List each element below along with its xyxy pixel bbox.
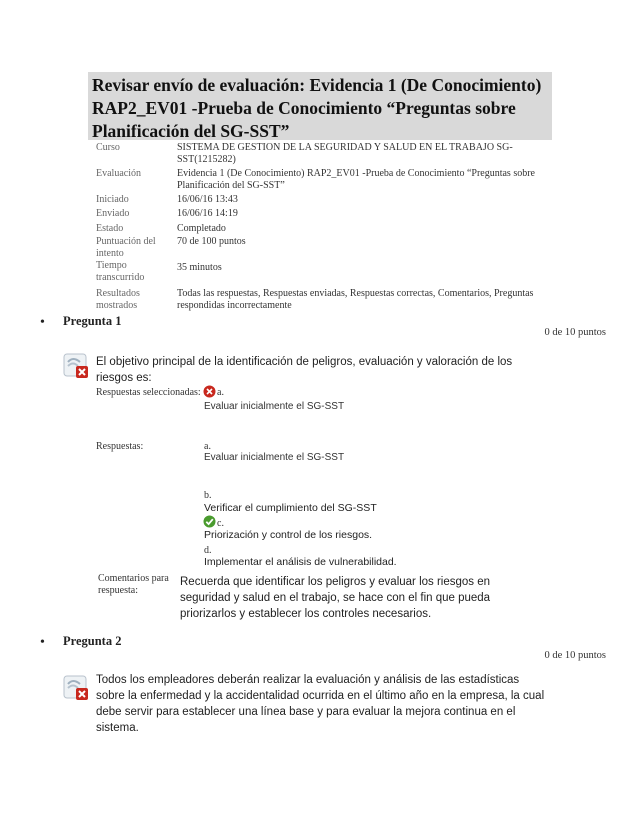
info-label-curso: Curso: [96, 142, 120, 153]
selected-answer-text: Evaluar inicialmente el SG-SST: [204, 401, 345, 412]
comment-label: Comentarios para respuesta:: [98, 573, 169, 596]
question-text: Todos los empleadores deberán realizar la evaluación y análisis de las estadísticas sobre la enfermedad y la accidentalidad ocurrida en el último año en la empresa, la cual debe servir para establecer una línea base y para evaluar la mejora continua en el sistema.: [96, 674, 545, 734]
answer-a-text: Evaluar inicialmente el SG-SST: [204, 452, 345, 463]
info-value-tiempo: 35 minutos: [177, 262, 222, 273]
info-label-resultados: Resultados mostrados: [96, 288, 140, 311]
info-label-tiempo: Tiempo transcurrido: [96, 260, 145, 283]
info-value-estado: Completado: [177, 223, 226, 234]
question-text: El objetivo principal de la identificación de peligros, evaluación y valoración de los riesgos es:: [96, 356, 513, 384]
question-points: 0 de 10 puntos: [544, 650, 606, 661]
correct-icon: [203, 515, 216, 528]
comment-text: Recuerda que identificar los peligros y evaluar los riesgos en seguridad y salud en el trabajo, se hace con el fin que pueda priorizarlos y establecer los controles necesarios.: [180, 576, 491, 620]
info-label-puntuacion: Puntuación del intento: [96, 236, 156, 259]
info-label-iniciado: Iniciado: [96, 194, 129, 205]
info-value-evaluacion: Evidencia 1 (De Conocimiento) RAP2_EV01 -Prueba de Conocimiento “Preguntas sobre Planificación del SG-SST”: [177, 168, 535, 191]
answer-c-letter: c.: [217, 518, 224, 529]
answer-b-letter: b.: [204, 490, 212, 501]
answer-c-text: Priorización y control de los riesgos.: [204, 529, 373, 541]
question-points: 0 de 10 puntos: [544, 327, 606, 338]
selected-answer-letter: a.: [217, 387, 224, 398]
info-label-estado: Estado: [96, 223, 124, 234]
answer-b-text: Verificar el cumplimiento del SG-SST: [204, 502, 377, 514]
info-value-puntuacion: 70 de 100 puntos: [177, 236, 246, 247]
info-value-iniciado: 16/06/16 13:43: [177, 194, 238, 205]
bullet: •: [40, 315, 45, 330]
question-title: Pregunta 1: [63, 314, 122, 328]
info-value-enviado: 16/06/16 14:19: [177, 208, 238, 219]
answer-d-text: Implementar el análisis de vulnerabilidad.: [204, 556, 397, 568]
answer-a-letter: a.: [204, 441, 211, 452]
info-label-evaluacion: Evaluación: [96, 168, 141, 179]
selected-answers-label: Respuestas seleccionadas:: [96, 387, 201, 398]
bullet: •: [40, 635, 45, 650]
info-value-curso: SISTEMA DE GESTION DE LA SEGURIDAD Y SALUD EN EL TRABAJO SG-SST(1215282): [177, 142, 513, 165]
info-value-resultados: Todas las respuestas, Respuestas enviadas, Respuestas correctas, Comentarios, Preguntas respondidas incorrectamente: [177, 288, 534, 311]
answer-d-letter: d.: [204, 545, 212, 556]
answers-label: Respuestas:: [96, 441, 144, 452]
question-title: Pregunta 2: [63, 634, 122, 648]
incorrect-icon: [203, 385, 216, 398]
question-status-incorrect-icon: [62, 352, 90, 380]
page-title: Revisar envío de evaluación: Evidencia 1 (De Conocimiento) RAP2_EV01 -Prueba de Conocimiento “Preguntas sobre Planificación del SG-SST”: [92, 75, 542, 141]
info-label-enviado: Enviado: [96, 208, 130, 219]
question-status-incorrect-icon: [62, 674, 90, 702]
